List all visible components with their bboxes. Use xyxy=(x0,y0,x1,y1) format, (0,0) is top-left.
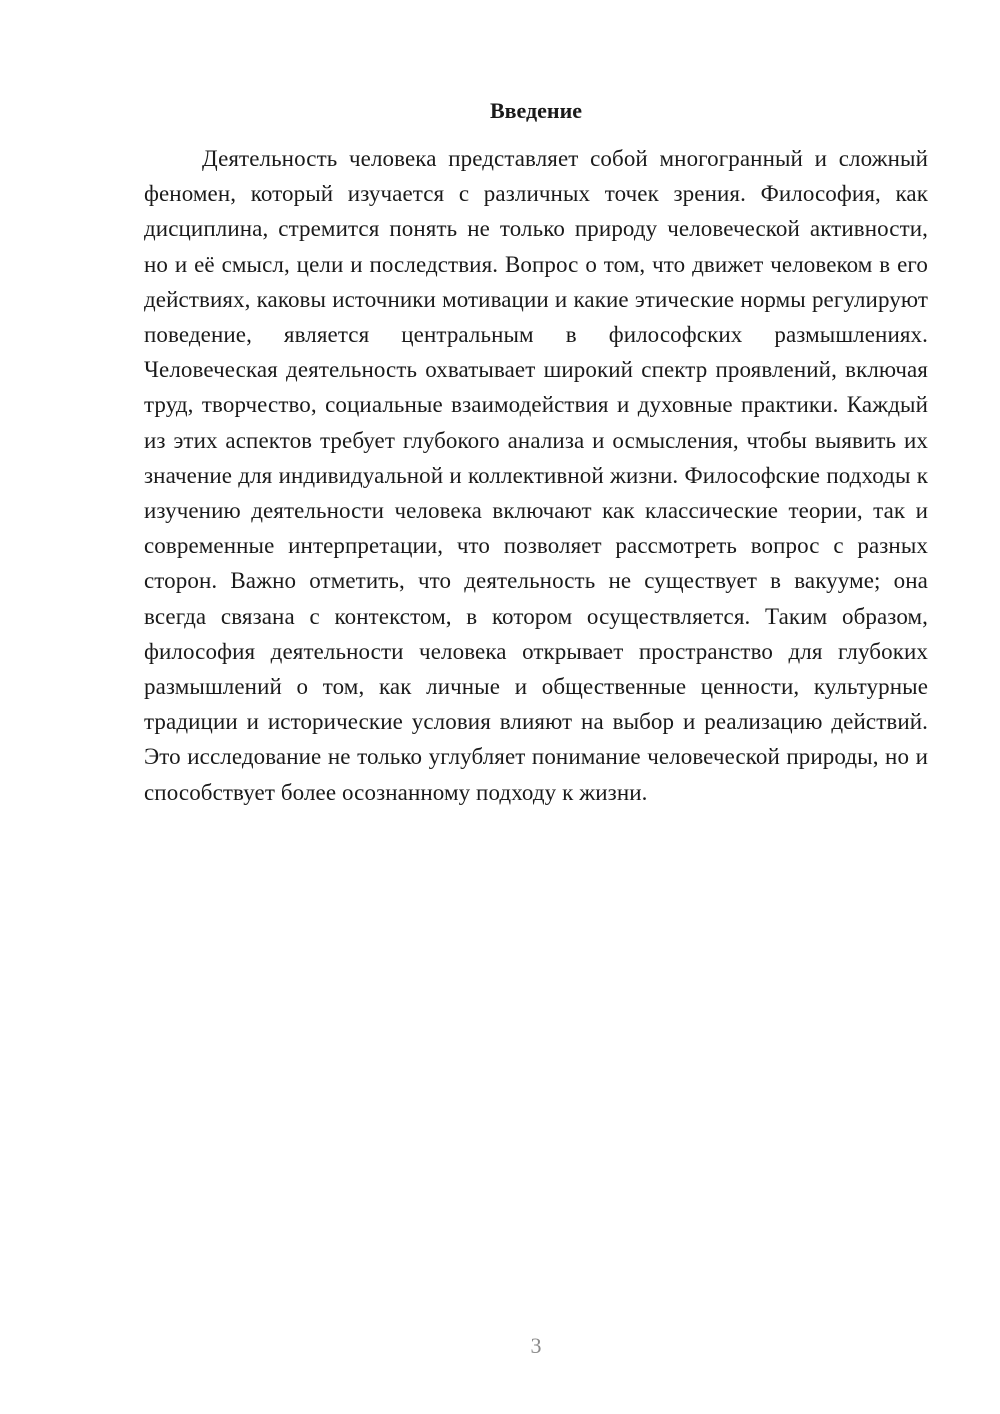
body-paragraph: Деятельность человека представляет собой многогранный и сложный феномен, который изучается с различных точек зрения. Философия, как дисциплина, стремится понять не только природу человеческой активности, но и её смысл, цели и последствия. Вопрос о том, что движет человеком в его действиях, каковы источники мотивации и какие этические нормы регулируют поведение, является центральным в философских размышлениях. Человеческая деятельность охватывает широкий спектр проявлений, включая труд, творчество, социальные взаимодействия и духовные практики. Каждый из этих аспектов требует глубокого анализа и осмысления, чтобы выявить их значение для индивидуальной и коллективной жизни. Философские подходы к изучению деятельности человека включают как классические теории, так и современные интерпретации, что позволяет рассмотреть вопрос с разных сторон. Важно отметить, что деятельность не существует в вакууме; она всегда связана с контекстом, в котором осуществляется. Таким образом, философия деятельности человека открывает пространство для глубоких размышлений о том, как личные и общественные ценности, культурные традиции и исторические условия влияют на выбор и реализацию действий. Это исследование не только углубляет понимание человеческой природы, но и способствует более осознанному подходу к жизни. xyxy=(144,146,928,805)
page-number: 3 xyxy=(530,1333,542,1358)
section-heading: Введение xyxy=(489,98,583,123)
